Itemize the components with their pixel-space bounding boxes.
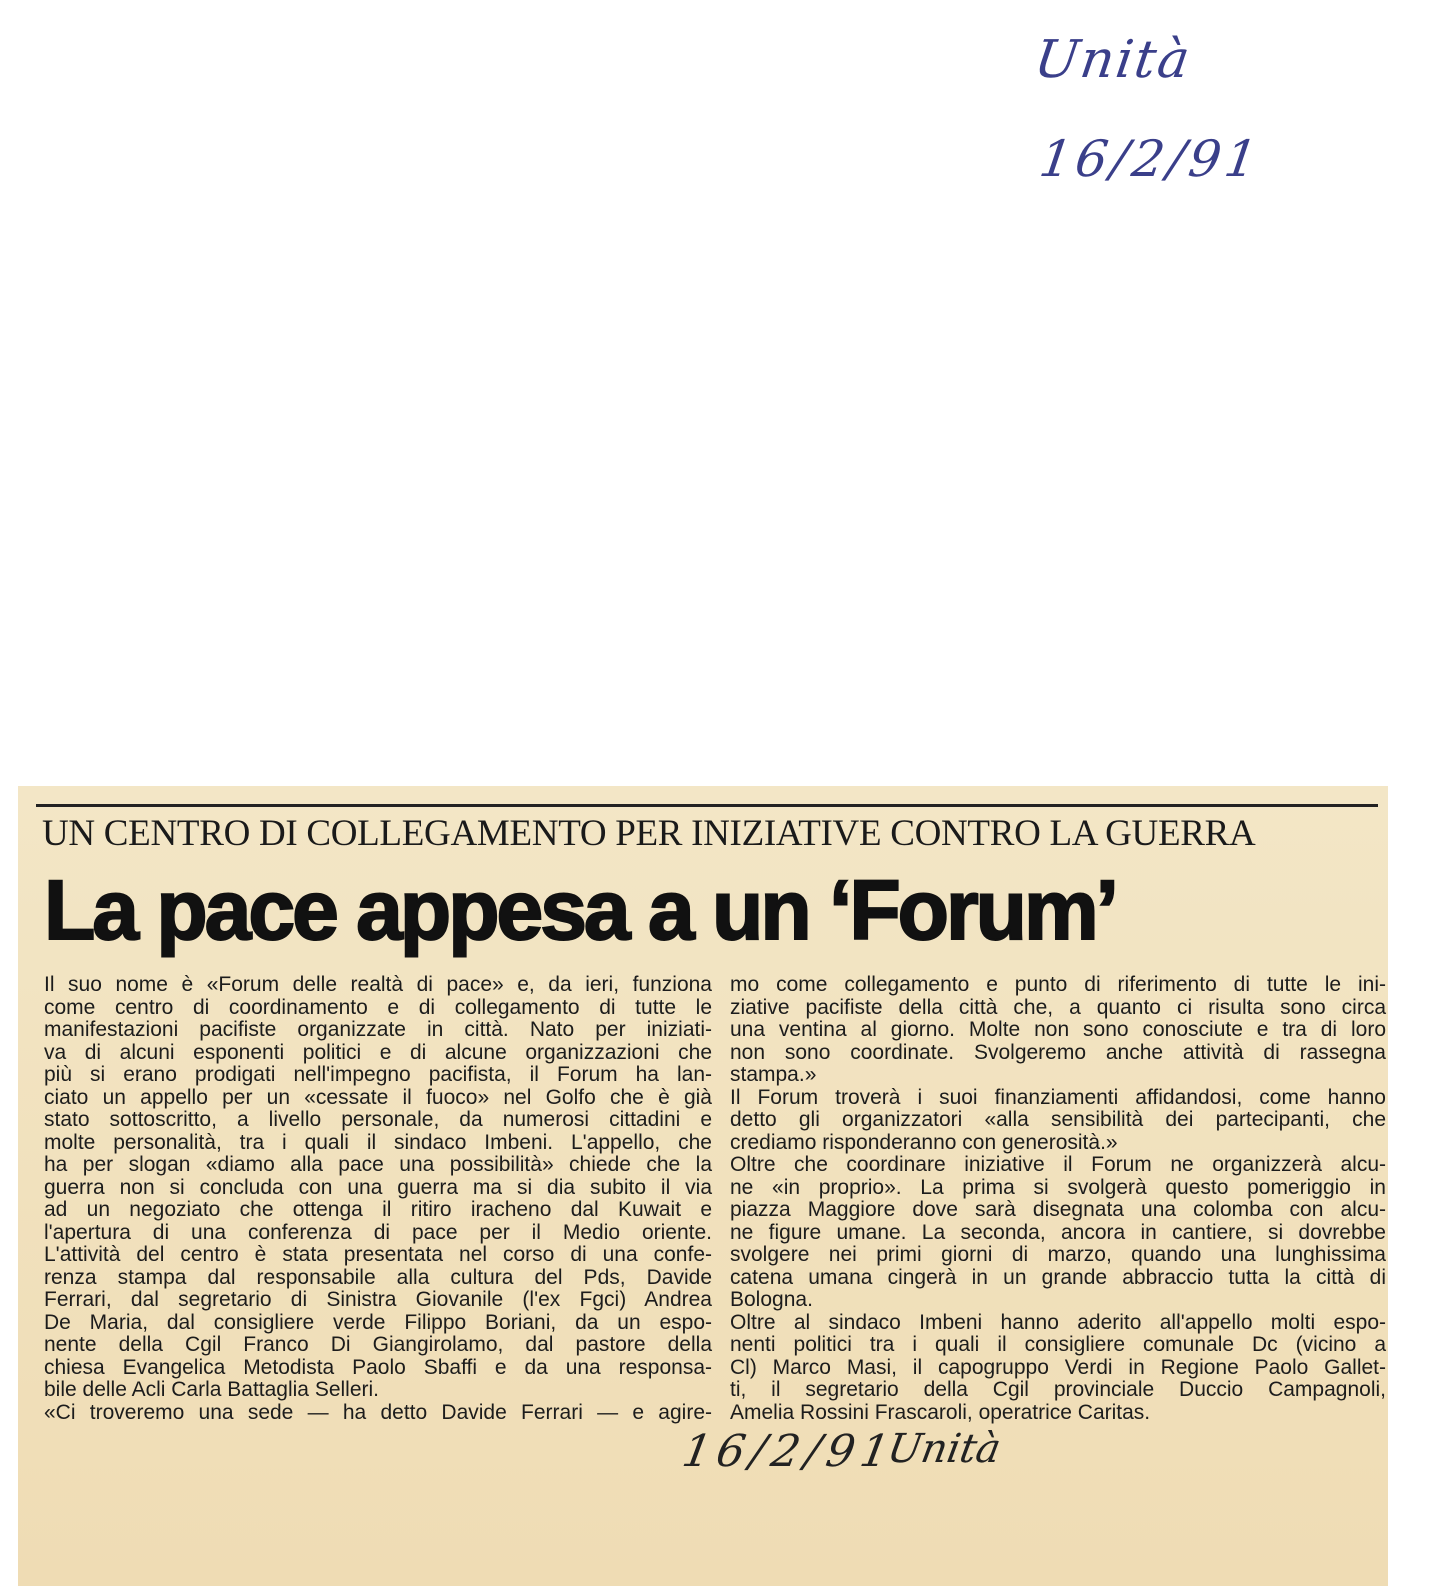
article-column-1	[44, 974, 712, 1424]
article-line: Il Forum troverà i suoi finanziamenti affidandosi, come hanno	[730, 1085, 1386, 1109]
article-line: come centro di coordinamento e di collegamento di tutte le	[44, 995, 712, 1019]
article-line: De Maria, dal consigliere verde Filippo Boriani, da un espo-	[44, 1310, 712, 1334]
article-line: molte personalità, tra i quali il sindaco Imbeni. L'appello, che	[44, 1130, 712, 1154]
article-line: Il suo nome è «Forum delle realtà di pace» e, da ieri, funziona	[44, 973, 712, 996]
article-line: svolgere nei primi giorni di marzo, quando una lunghissima	[730, 1243, 1386, 1266]
handwritten-source-note: Unità	[1030, 30, 1196, 90]
article-line: va di alcuni esponenti politici e di alcune organizzazioni che	[44, 1040, 712, 1064]
article-line: ti, il segretario della Cgil provinciale Duccio Campagnoli,	[730, 1378, 1386, 1401]
top-rule	[36, 804, 1378, 807]
article-line: una ventina al giorno. Molte non sono conosciute e tra di loro	[730, 1018, 1386, 1041]
article-headline: La pace appesa a un ‘Forum’	[44, 863, 1116, 957]
article-line: ha per slogan «diamo alla pace una possibilità» chiede che la	[44, 1153, 712, 1176]
article-line: catena umana cingerà in un grande abbraccio tutta la città di	[730, 1265, 1386, 1289]
article-line: «Ci troveremo una sede — ha detto Davide Ferrari — e agire-	[44, 1400, 712, 1424]
article-line: Oltre al sindaco Imbeni hanno aderito all'appello molti espo-	[730, 1310, 1386, 1334]
article-line: mo come collegamento e punto di riferimento di tutte le ini-	[730, 973, 1386, 996]
article-line: ne «in proprio». La prima si svolgerà questo pomeriggio in	[730, 1175, 1386, 1199]
article-line: Cl) Marco Masi, il capogruppo Verdi in Regione Paolo Gallet-	[730, 1355, 1386, 1379]
article-line: crediamo risponderanno con generosità.»	[730, 1130, 1118, 1154]
article-line: ad un negoziato che ottenga il ritiro iracheno dal Kuwait e	[44, 1198, 712, 1221]
article-line: Bologna.	[730, 1288, 813, 1311]
article-line: detto gli organizzatori «alla sensibilità dei partecipanti, che	[730, 1108, 1386, 1131]
handwritten-date-bottom: 16/2/91	[678, 1426, 900, 1477]
article-line: L'attività del centro è stata presentata nel corso di una confe-	[44, 1243, 712, 1266]
newspaper-clipping	[18, 786, 1388, 1586]
article-line: chiesa Evangelica Metodista Paolo Sbaffi e da una responsa-	[44, 1355, 712, 1379]
article-line: nenti politici tra i quali il consigliere comunale Dc (vicino a	[730, 1333, 1386, 1356]
article-line: l'apertura di una conferenza di pace per il Medio oriente.	[44, 1220, 712, 1244]
article-line: nente della Cgil Franco Di Giangirolamo, dal pastore della	[44, 1333, 712, 1356]
article-column-2	[730, 974, 1386, 1424]
article-line: manifestazioni pacifiste organizzate in città. Nato per iniziati-	[44, 1018, 712, 1041]
article-line: renza stampa dal responsabile alla cultura del Pds, Davide	[44, 1265, 712, 1289]
article-line: Amelia Rossini Frascaroli, operatrice Caritas.	[730, 1400, 1151, 1424]
article-line: stato sottoscritto, a livello personale, da numerosi cittadini e	[44, 1108, 712, 1131]
article-line: ciato un appello per un «cessate il fuoco» nel Golfo che è già	[44, 1085, 712, 1109]
article-line: bile delle Acli Carla Battaglia Selleri.	[44, 1378, 380, 1401]
article-line: stampa.»	[730, 1063, 817, 1086]
article-kicker: UN CENTRO DI COLLEGAMENTO PER INIZIATIVE CONTRO LA GUERRA	[42, 813, 1256, 854]
article-line: non sono coordinate. Svolgeremo anche attività di rassegna	[730, 1040, 1386, 1064]
article-line: ne figure umane. La seconda, ancora in cantiere, si dovrebbe	[730, 1220, 1386, 1244]
handwritten-source-bottom: Unità	[883, 1426, 1005, 1472]
handwritten-date-note: 16/2/91	[1035, 130, 1265, 188]
article-line: ziative pacifiste della città che, a quanto ci risulta sono circa	[730, 995, 1386, 1019]
article-line: Ferrari, dal segretario di Sinistra Giovanile (l'ex Fgci) Andrea	[44, 1288, 712, 1311]
article-line: piazza Maggiore dove sarà disegnata una colomba con alcu-	[730, 1198, 1386, 1221]
article-line: Oltre che coordinare iniziative il Forum ne organizzerà alcu-	[730, 1153, 1386, 1176]
article-line: più si erano prodigati nell'impegno pacifista, il Forum ha lan-	[44, 1063, 712, 1086]
article-line: guerra non si concluda con una guerra ma si dia subito il via	[44, 1175, 712, 1199]
